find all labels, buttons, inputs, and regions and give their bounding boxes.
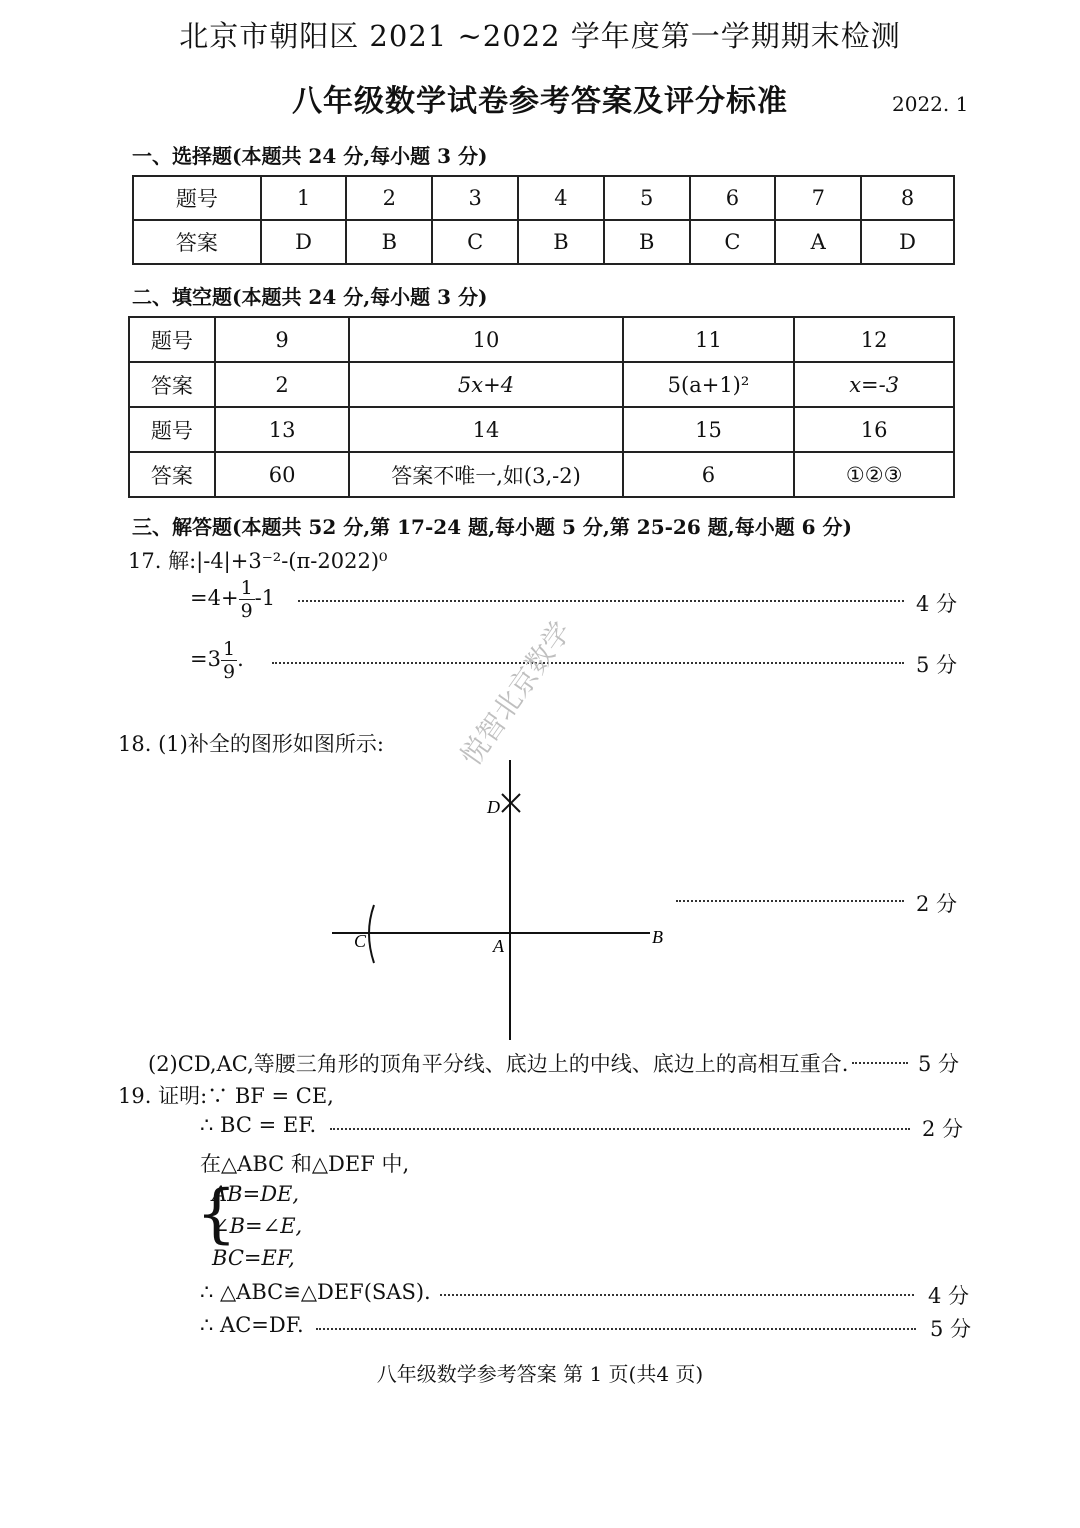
exam-date: 2022. 1: [892, 92, 969, 116]
question-number: 13: [215, 407, 350, 452]
row-label: 答案: [129, 452, 215, 497]
leader-dots: [852, 1062, 908, 1064]
q17-step2-suffix: .: [237, 647, 244, 671]
q18-part1: 18. (1)补全的图形如图所示:: [118, 732, 384, 756]
row-label: 题号: [133, 176, 261, 220]
answer-cell: C: [690, 220, 776, 264]
question-number: 12: [794, 317, 954, 362]
construction-figure: [320, 755, 690, 1045]
answer-cell: x=-3: [794, 362, 954, 407]
answer-cell: A: [775, 220, 861, 264]
page-subtitle: 八年级数学试卷参考答案及评分标准: [292, 84, 788, 119]
denominator: 9: [222, 661, 236, 683]
score-mark: 5 分: [918, 1052, 960, 1076]
q17-step1: [190, 577, 275, 622]
answer-cell: D: [861, 220, 954, 264]
question-number: 11: [623, 317, 795, 362]
page-title: 北京市朝阳区 2021 ~2022 学年度第一学期期末检测: [179, 19, 901, 53]
score-mark: 5 分: [916, 653, 958, 677]
question-number: 10: [349, 317, 622, 362]
score-mark: 4 分: [916, 592, 958, 616]
answer-cell: B: [346, 220, 432, 264]
table-row: [133, 176, 954, 220]
answer-cell: 5(a+1)²: [623, 362, 795, 407]
row-label: 题号: [129, 317, 215, 362]
q19-line2: ∴ BC = EF.: [200, 1113, 317, 1137]
answer-cell: B: [518, 220, 604, 264]
numerator: 1: [222, 638, 236, 660]
label-b: B: [652, 927, 663, 947]
question-number: 1: [261, 176, 347, 220]
question-number: 16: [794, 407, 954, 452]
answer-cell: B: [604, 220, 690, 264]
answer-cell: 5x+4: [349, 362, 622, 407]
score-mark: 5 分: [930, 1317, 972, 1341]
question-number: 15: [623, 407, 795, 452]
brace: {: [196, 1177, 237, 1251]
q17-step2: [190, 638, 244, 683]
row-label: 题号: [129, 407, 215, 452]
question-number: 9: [215, 317, 350, 362]
answer-cell: C: [432, 220, 518, 264]
leader-dots: [272, 662, 904, 664]
score-mark: 4 分: [928, 1284, 970, 1308]
q19-line5: ∴ AC=DF.: [200, 1313, 304, 1337]
q19-case3: BC=EF,: [212, 1246, 295, 1270]
q17-step1-suffix: -1: [254, 586, 276, 610]
q19-line1: 19. 证明:∵ BF = CE,: [118, 1084, 334, 1108]
q19-line3: 在△ABC 和△DEF 中,: [200, 1152, 410, 1176]
leader-dots: [316, 1328, 916, 1330]
page-footer: 八年级数学参考答案 第 1 页(共4 页): [376, 1362, 704, 1386]
score-mark: 2 分: [916, 892, 958, 916]
numerator: 1: [240, 577, 253, 599]
watermark: 悦智北京数学: [454, 615, 578, 772]
answer-cell: 60: [215, 452, 350, 497]
label-a: A: [493, 936, 504, 956]
answer-cell: 答案不唯一,如(3,-2): [349, 452, 622, 497]
fill-in-answer-table: [128, 316, 955, 498]
label-c: C: [354, 931, 367, 951]
q18-part2: (2)CD,AC,等腰三角形的顶角平分线、底边上的中线、底边上的高相互重合.: [148, 1052, 849, 1076]
q17-step2-prefix: =3: [190, 647, 221, 671]
row-label: 答案: [133, 220, 261, 264]
question-number: 5: [604, 176, 690, 220]
question-number: 2: [346, 176, 432, 220]
leader-dots: [330, 1128, 910, 1130]
table-row: [129, 362, 954, 407]
answer-cell: 2: [215, 362, 350, 407]
answer-cell: 6: [623, 452, 795, 497]
question-number: 8: [861, 176, 954, 220]
answer-cell: D: [261, 220, 347, 264]
q17-step1-prefix: =4+: [190, 586, 239, 610]
question-number: 4: [518, 176, 604, 220]
label-d: D: [487, 797, 500, 817]
q19-case1: AB=DE,: [212, 1182, 300, 1206]
table-row: [133, 220, 954, 264]
score-mark: 2 分: [922, 1117, 964, 1141]
question-number: 14: [349, 407, 622, 452]
q19-case2: ∠B=∠E,: [212, 1214, 303, 1238]
table-row: [129, 452, 954, 497]
table-row: [129, 407, 954, 452]
table-row: [129, 317, 954, 362]
question-number: 3: [432, 176, 518, 220]
section1-heading: 一、选择题(本题共 24 分,每小题 3 分): [132, 144, 488, 168]
section3-heading: 三、解答题(本题共 52 分,第 17-24 题,每小题 5 分,第 25-26 题,每小题 6 分): [132, 515, 852, 539]
leader-dots: [440, 1294, 914, 1296]
choice-answer-table: [132, 175, 955, 265]
row-label: 答案: [129, 362, 215, 407]
question-number: 7: [775, 176, 861, 220]
q19-line4: ∴ △ABC≌△DEF(SAS).: [200, 1280, 431, 1304]
denominator: 9: [240, 600, 253, 622]
answer-cell: ①②③: [794, 452, 954, 497]
section2-heading: 二、填空题(本题共 24 分,每小题 3 分): [132, 285, 488, 309]
q17-stem: 17. 解:|-4|+3⁻²-(π-2022)⁰: [128, 549, 388, 573]
leader-dots: [298, 600, 904, 602]
question-number: 6: [690, 176, 776, 220]
leader-dots: [676, 900, 904, 902]
fraction: [239, 577, 255, 622]
fraction: [221, 638, 237, 683]
